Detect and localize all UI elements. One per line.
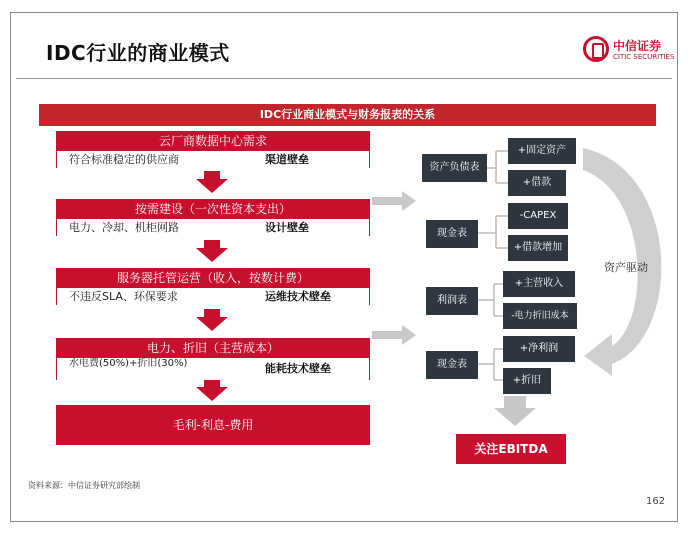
- flow-sub-right-2: 设计壁垒: [265, 221, 309, 234]
- asset-driven-label: 资产驱动: [604, 261, 648, 274]
- statement-item-4-2: +折旧: [503, 368, 551, 394]
- statement-item-2-1: -CAPEX: [508, 203, 568, 229]
- statement-item-1-2: +借款: [508, 170, 566, 196]
- flow-head-2: 按需建设（一次性资本支出）: [56, 199, 370, 219]
- flow-sub-3: [56, 288, 370, 305]
- statement-balance-sheet: 资产负债表: [422, 154, 487, 182]
- flow-sub-left-4: 水电费(50%)+折旧(30%): [69, 358, 188, 369]
- flow-head-4: 电力、折旧（主营成本）: [56, 338, 370, 358]
- page-number: 162: [646, 496, 666, 507]
- ebitda-arrow: [494, 396, 536, 426]
- flow-sub-1: [56, 151, 370, 168]
- flow-sub-4: [56, 358, 370, 380]
- diagram-banner: IDC行业商业模式与财务报表的关系: [39, 104, 656, 126]
- logo-cn-text: 中信证券: [613, 39, 662, 53]
- statement-item-4-1: +净利润: [503, 336, 575, 362]
- flow-sub-2: [56, 219, 370, 236]
- down-arrow-3: [196, 309, 228, 331]
- bracket-4: [478, 349, 503, 380]
- bracket-1: [487, 151, 508, 183]
- page-title: IDC行业的商业模式: [46, 41, 230, 65]
- statement-cash-2: 现金表: [426, 351, 478, 379]
- flow-sub-left-2: 电力、冷却、机柜网路: [69, 221, 179, 234]
- flow-sub-right-4: 能耗技术壁垒: [265, 362, 331, 375]
- bracket-3: [478, 284, 503, 316]
- right-arrow-1: [372, 191, 416, 211]
- statement-item-2-2: +借款增加: [508, 235, 568, 261]
- down-arrow-4: [196, 379, 228, 401]
- down-arrow-2: [196, 240, 228, 262]
- logo-en-text: CITIC SECURITIES: [613, 53, 675, 61]
- ebitda-box: 关注EBITDA: [456, 434, 566, 464]
- flow-head-3: 服务器托管运营（收入，按数计费）: [56, 268, 370, 288]
- flow-sub-right-3: 运维技术壁垒: [265, 290, 331, 303]
- statement-item-3-2: -电力折旧成本: [503, 303, 577, 329]
- statement-cash-1: 现金表: [426, 220, 478, 248]
- source-note: 资料来源：中信证券研究部绘制: [28, 481, 140, 490]
- down-arrow-1: [196, 171, 228, 193]
- statement-income: 利润表: [426, 287, 478, 315]
- flow-end-box: 毛利-利息-费用: [56, 405, 370, 445]
- flow-sub-left-3: 不违反SLA、环保要求: [69, 290, 178, 303]
- statement-item-3-1: +主营收入: [503, 271, 575, 297]
- flow-head-1: 云厂商数据中心需求: [56, 131, 370, 151]
- statement-item-1-1: +固定资产: [508, 138, 576, 164]
- flow-sub-right-1: 渠道壁垒: [265, 153, 309, 166]
- flow-sub-left-1: 符合标准稳定的供应商: [69, 153, 179, 166]
- right-arrow-2: [372, 325, 416, 345]
- bracket-2: [478, 216, 508, 248]
